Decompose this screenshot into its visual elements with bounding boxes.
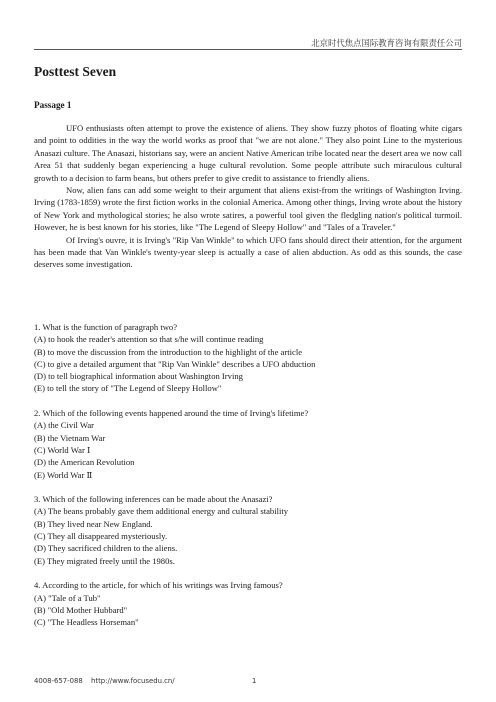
- answer-option-a: (A) "Tale of a Tub": [34, 592, 101, 603]
- answer-option-a: (A) the Civil War: [34, 420, 95, 431]
- passage-paragraph-1: UFO enthusiasts often attempt to prove the existence of aliens. They show fuzzy photos of floating white cigars and point to oddities in the way the world works as proof that "we are not alone." They also point Line to the mysterious Anasazi culture. The Anasazi, historians say, were an ancient Native American tribe located near the desert area we now call Area 51 that suddenly began experiencing a huge cultural revolution. Some people attribute such miraculous cultural growth to a decision to farm beans, but others prefer to give credit to assistance to friendly aliens.: [34, 123, 462, 183]
- answer-option-e: (E) World War Ⅱ: [34, 469, 93, 480]
- question-stem: 4. According to the article, for which of his writings was Irving famous?: [34, 580, 283, 591]
- answer-option-b: (B) They lived near New England.: [34, 518, 153, 529]
- footer-phone: 4008-657-088: [34, 677, 83, 685]
- answer-option-c: (C) World War Ⅰ: [34, 444, 91, 455]
- passage-paragraph-3: Of Irving's ouvre, it is Irving's "Rip Van Winkle" to which UFO fans should direct their attention, for the argument has been made that Van Winkle's twenty-year sleep is actually a case of alien abduction. As odd as this sounds, the case deserves some investigation.: [34, 234, 462, 270]
- passage-heading: Passage 1: [34, 100, 72, 110]
- answer-option-d: (D) the American Revolution: [34, 457, 135, 468]
- question-3: [34, 493, 462, 567]
- answer-option-e: (E) They migrated freely until the 1980s.: [34, 555, 175, 566]
- question-stem: 3. Which of the following inferences can be made about the Anasazi?: [34, 494, 273, 505]
- answer-option-a: (A) to hook the reader's attention so that s/he will continue reading: [34, 334, 264, 345]
- answer-option-c: (C) They all disappeared mysteriously.: [34, 531, 168, 542]
- question-stem: 1. What is the function of paragraph two?: [34, 322, 178, 332]
- answer-option-d: (D) to tell biographical information about Washington Irving: [34, 371, 243, 382]
- answer-option-c: (C) to give a detailed argument that "Rip Van Winkle" describes a UFO abduction: [34, 358, 316, 369]
- passage-paragraph-2: Now, alien fans can add some weight to their argument that aliens exist-from the writings of Washington Irving. Irving (1783-1859) wrote the first fiction works in the colonial America. Among other things, Irving wrote about the history of New York and mythological stories; he also wrote satires, a powerful tool given the fledgling nation's political turmoil. However, he is best known for his stories, like "The Legend of Sleepy Hollow" and "Tales of a Traveler.": [34, 185, 462, 233]
- answer-option-b: (B) "Old Mother Hubbard": [34, 604, 128, 615]
- question-2: [34, 407, 462, 481]
- answer-option-b: (B) the Vietnam War: [34, 432, 106, 443]
- footer-url[interactable]: http://www.focusedu.cn/: [91, 677, 175, 685]
- question-1: [34, 321, 462, 395]
- answer-option-d: (D) They sacrificed children to the aliens.: [34, 543, 178, 554]
- page-title: Posttest Seven: [34, 64, 117, 79]
- footer-page-number: 1: [252, 677, 257, 685]
- question-list: [34, 321, 462, 641]
- question-4: [34, 579, 462, 628]
- passage-body: [34, 122, 462, 271]
- header-divider: [34, 49, 462, 50]
- header-company-name: 北京时代焦点国际教育咨询有限责任公司: [311, 38, 462, 48]
- answer-option-a: (A) The beans probably gave them additional energy and cultural stability: [34, 506, 289, 517]
- answer-option-b: (B) to move the discussion from the introduction to the highlight of the article: [34, 346, 303, 357]
- answer-option-e: (E) to tell the story of "The Legend of Sleepy Hollow": [34, 383, 222, 394]
- question-stem: 2. Which of the following events happened around the time of Irving's lifetime?: [34, 408, 309, 419]
- answer-option-c: (C) "The Headless Horseman": [34, 617, 139, 628]
